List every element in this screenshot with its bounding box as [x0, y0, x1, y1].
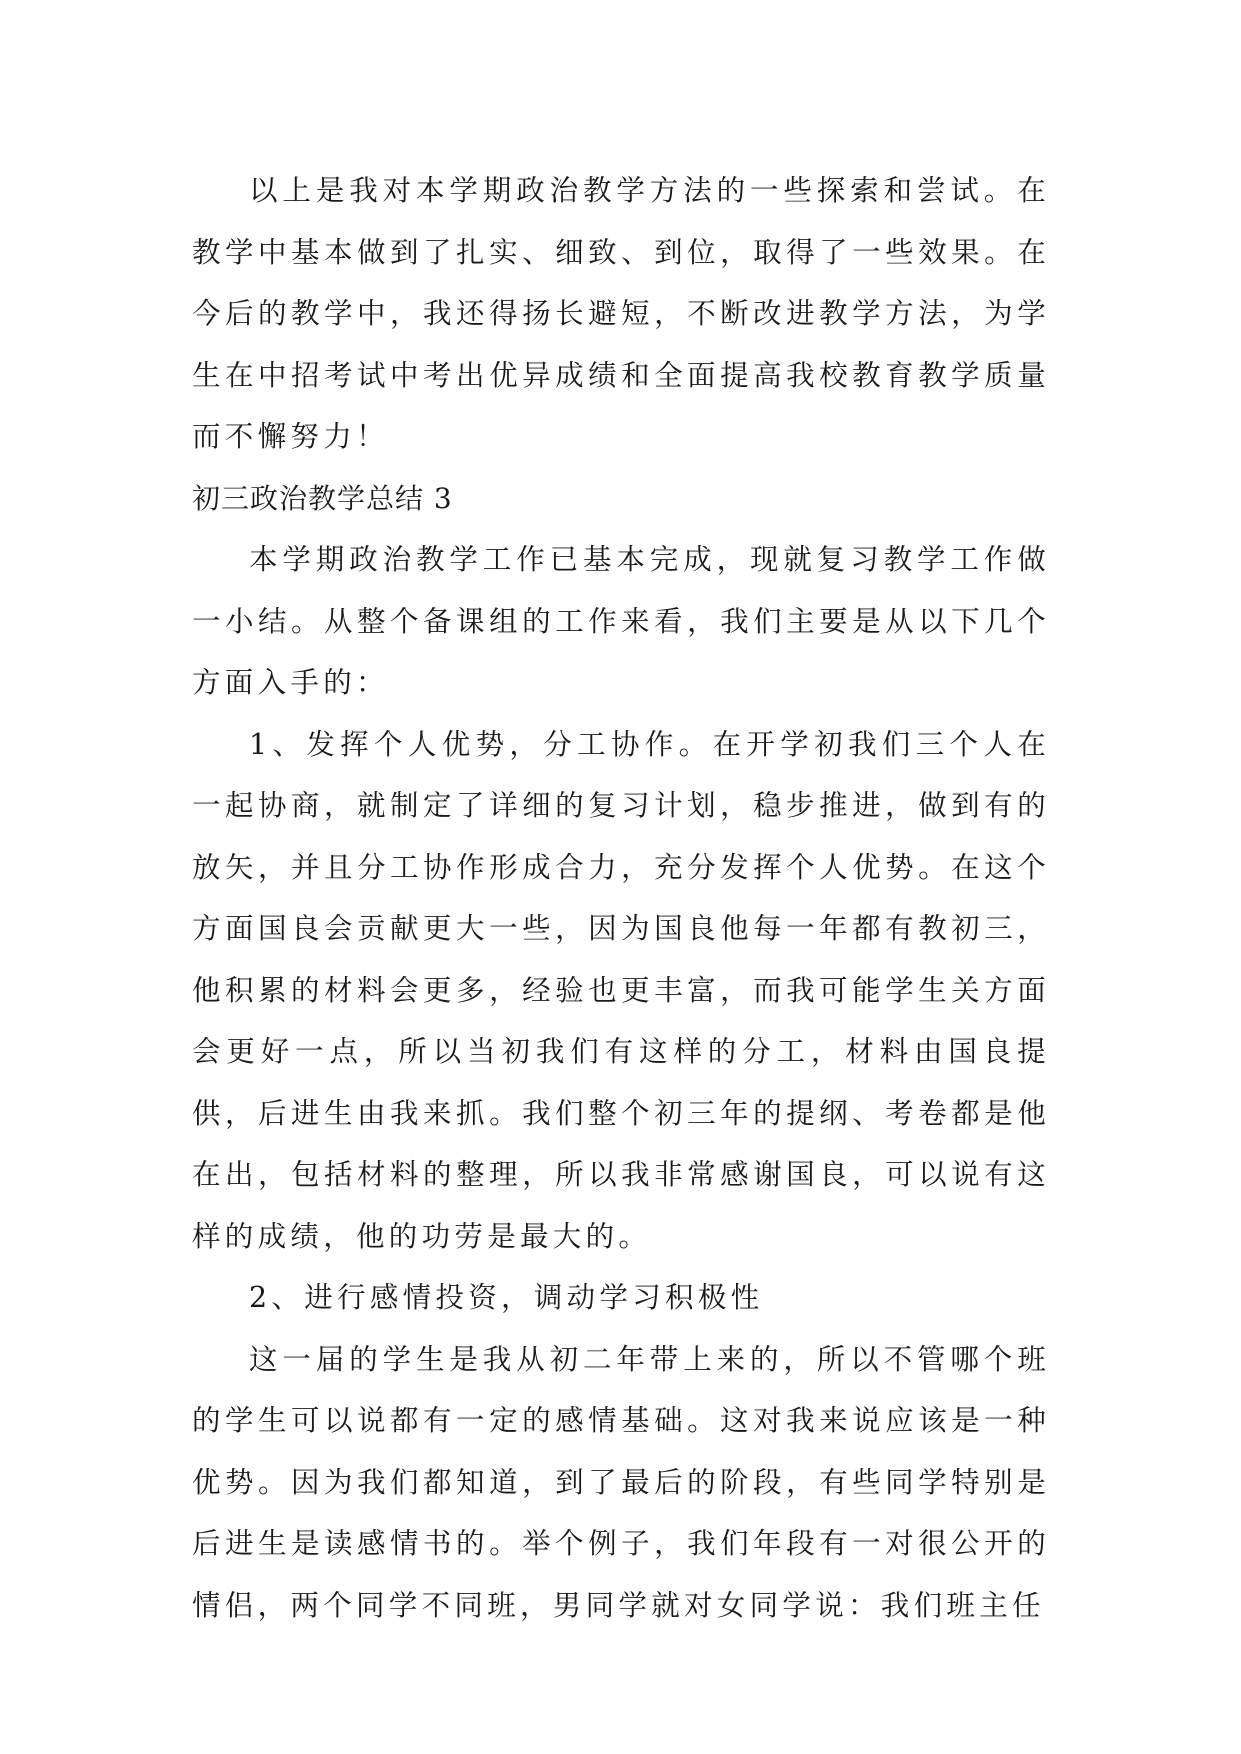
paragraph-point-2-body: 这一届的学生是我从初二年带上来的，所以不管哪个班的学生可以说都有一定的感情基础。这对我来说应该是一种优势。因为我们都知道，到了最后的阶段，有些同学特别是后进生是读感情书的。举个例子，我们年段有一对很公开的情侣，两个同学不同班，男同学就对女同学说：我们班主任 — [192, 1342, 1050, 1622]
paragraph-conclusion: 以上是我对本学期政治教学方法的一些探索和尝试。在教学中基本做到了扎实、细致、到位，取得了一些效果。在今后的教学中，我还得扬长避短，不断改进教学方法，为学生在中招考试中考出优异成绩和全面提高我校教育教学质量而不懈努力！ — [192, 174, 1050, 453]
paragraph-intro: 本学期政治教学工作已基本完成，现就复习教学工作做一小结。从整个备课组的工作来看，我们主要是从以下几个方面入手的： — [192, 543, 1050, 699]
paragraph-point-2-heading: 2、进行感情投资，调动学习积极性 — [249, 1281, 764, 1314]
paragraph-point-1: 1、发挥个人优势，分工协作。在开学初我们三个人在一起协商，就制定了详细的复习计划，稳步推进，做到有的放矢，并且分工协作形成合力，充分发挥个人优势。在这个方面国良会贡献更大一些，因为国良他每一年都有教初三，他积累的材料会更多，经验也更丰富，而我可能学生关方面会更好一点，所以当初我们有这样的分工，材料由国良提供，后进生由我来抓。我们整个初三年的提纲、考卷都是他在出，包括材料的整理，所以我非常感谢国良，可以说有这样的成绩，他的功劳是最大的。 — [192, 727, 1050, 1253]
section-title: 初三政治教学总结 3 — [192, 481, 453, 515]
document-page — [192, 160, 1050, 1636]
